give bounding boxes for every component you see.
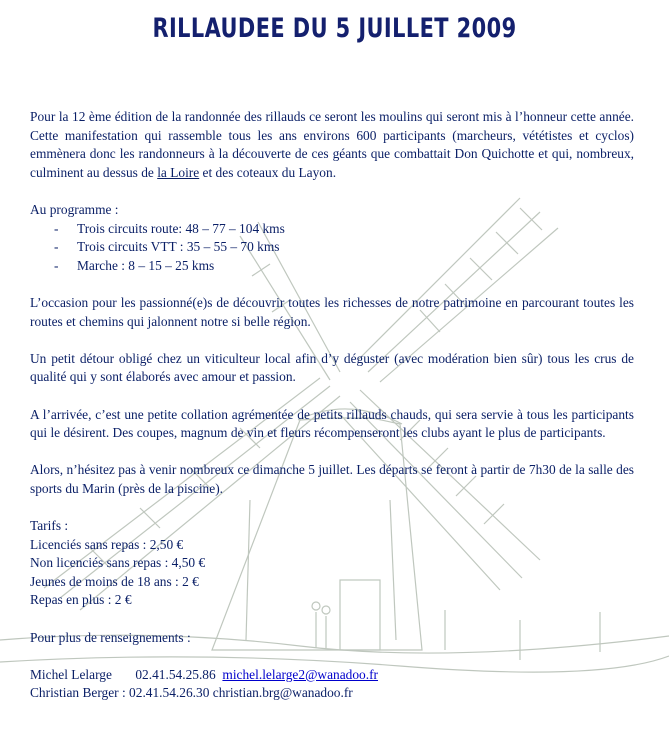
intro-paragraph [30,108,634,182]
wine-paragraph: Un petit détour obligé chez un viticulteur local afin d’y déguster (avec modération bien sûr) tous les crus de qualité qui y sont élaborés avec amour et passion. [30,350,634,385]
departure-paragraph: Alors, n’hésitez pas à venir nombreux ce dimanche 5 juillet. Les départs se feront à partir de 7h30 de la salle des sports du Marin (près de la piscine). [30,462,634,496]
heritage-paragraph: L’occasion pour les passionné(e)s de découvrir toutes les richesses de notre patrimoine en parcourant toutes les routes et chemins qui jalonnent notre si belle région. [30,294,634,329]
intro-text-end: et des coteaux du Layon. [199,164,337,180]
intro-text: Pour la 12 ème édition de la randonnée des rillauds ce seront les moulins qui seront mis à l’honneur cette année. Cette manifestation qui rassemble tous les ans environs 600 participants (marcheurs, vététistes et cyclos) emmènera donc les randonneurs à la découverte de ces géants que combattait Don Quichotte et qui, nombreux, culminent au dessus de [30,109,634,180]
contact-email: christian.brg@wanadoo.fr [212,685,353,701]
article-body [30,108,634,703]
program-heading: Au programme : [30,201,119,217]
tarif-line: Licenciés sans repas : 2,50 € [30,536,184,552]
info-heading: Pour plus de renseignements : [30,629,191,645]
tarifs-heading: Tarifs : [30,518,69,534]
tarif-line: Repas en plus : 2 € [30,592,132,608]
arrival-paragraph: A l’arrivée, c’est une petite collation agrémentée de petits rillauds chauds, qui sera servie à tous les participants qui le désirent. Des coupes, magnum de vin et fleurs récompenseront les clubs ayant le plus de participants. [30,406,634,441]
list-item: - Trois circuits route: 48 – 77 – 104 kms [30,220,634,239]
page-title: RILLAUDEE DU 5 JUILLET 2009 [152,13,517,44]
list-item: - Marche : 8 – 15 – 25 kms [30,257,634,276]
intro-underlined: la Loire [157,164,200,180]
list-item: - Trois circuits VTT : 35 – 55 – 70 kms [30,238,634,257]
contact-michel [30,666,634,685]
contact-label: Michel Lelarge 02.41.54.25.86 [30,666,223,682]
tarif-line: Non licenciés sans repas : 4,50 € [30,555,206,571]
email-link[interactable]: michel.lelarge2@wanadoo.fr [222,666,379,682]
contact-label: Christian Berger : 02.41.54.26.30 [30,685,213,701]
contact-christian [30,684,634,703]
program-list [30,220,634,276]
tarif-line: Jeunes de moins de 18 ans : 2 € [30,573,199,589]
